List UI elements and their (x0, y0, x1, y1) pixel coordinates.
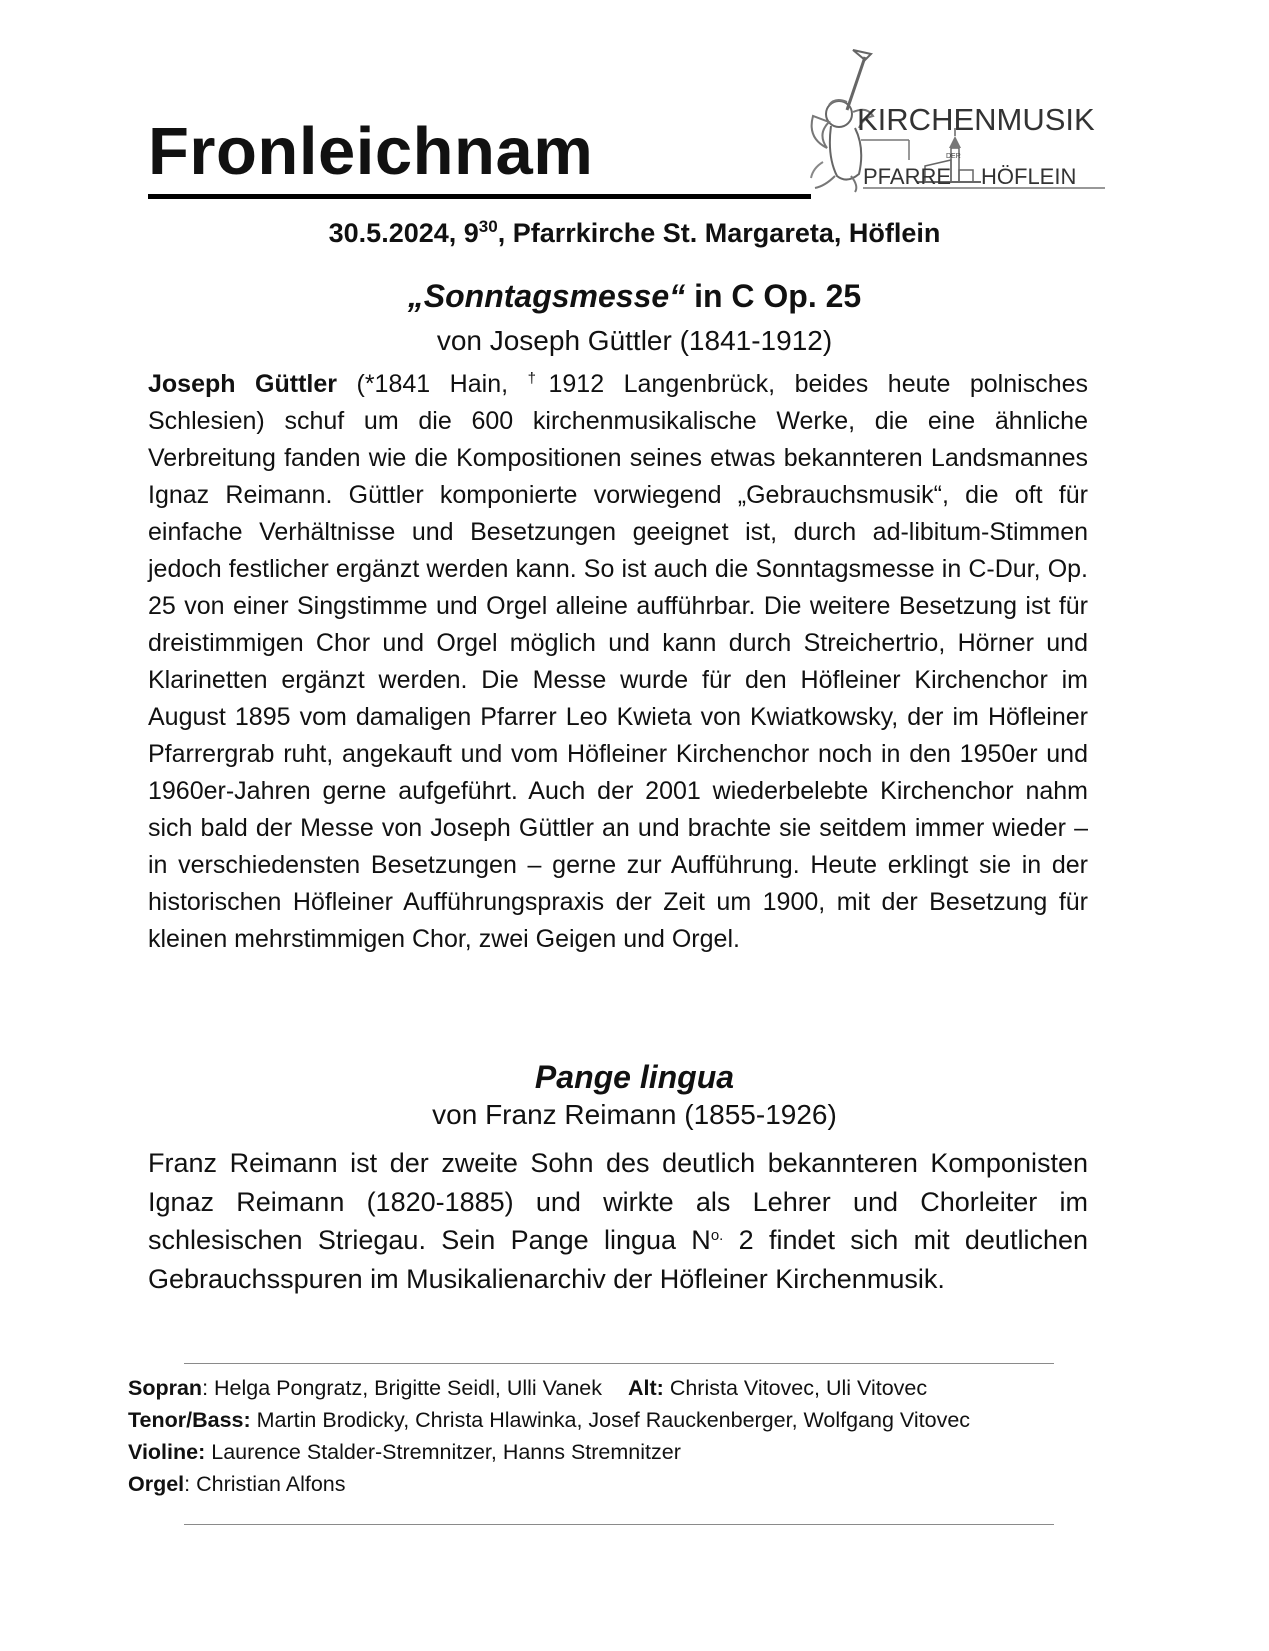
mass-body-a: (*1841 Hain, (336, 370, 528, 398)
credits-row-sopran-alt (128, 1372, 1088, 1404)
section-title-pange-lingua (0, 1058, 1269, 1096)
mass-title-italic: „Sonntagsmesse“ (407, 278, 686, 314)
tenorbass-label: Tenor/Bass: (128, 1408, 251, 1432)
violine-label: Violine: (128, 1440, 206, 1464)
page-title: Fronleichnam (148, 114, 594, 189)
credits-row-violine (128, 1436, 1088, 1468)
performer-credits (128, 1372, 1088, 1500)
event-place: , Pfarrkirche St. Margareta, Höflein (497, 218, 941, 248)
violine-names: Laurence Stalder-Stremnitzer, Hanns Stremnitzer (205, 1440, 681, 1464)
logo-top-text: KIRCHENMUSIK (857, 102, 1095, 137)
mass-body-b: 1912 Langenbrück, beides heute polnisches Schlesien) schuf um die 600 kirchenmusikalische Werke, die eine ähnliche Verbreitung fanden wie die Kompositionen seines etwas bekannteren Landsmannes Ignaz Reimann. Güttler komponierte vorwiegend „Gebrauchsmusik“, die oft für einfache Verhältnisse und Besetzungen geeignet ist, durch ad-libitum-Stimmen jedoch festlicher ergänzt werden kann. So ist auch die Sonntagsmesse in C-Dur, Op. 25 von einer Singstimme und Orgel alleine aufführbar. Die weitere Besetzung ist für dreistimmigen Chor und Orgel möglich und kann durch Streichertrio, Hörner und Klarinetten ergänzt werden. Die Messe wurde für den Höfleiner Kirchenchor im August 1895 vom damaligen Pfarrer Leo Kwieta von Kwiatkowsky, der im Höfleiner Pfarrergrab ruht, angekauft und vom Höfleiner Kirchenchor noch in den 1950er und 1960er-Jahren gerne aufgeführt. Auch der 2001 wiederbelebte Kirchenchor nahm sich bald der Messe von Joseph Güttler an und brachte sie seitdem immer wieder – in verschiedensten Besetzungen – gerne zur Aufführung. Heute erklingt sie in der historischen Höfleiner Aufführungspraxis der Zeit um 1900, mit der Besetzung für kleinen mehrstimmigen Chor, zwei Geigen und Orgel. (148, 370, 1089, 953)
angel-trumpet-church-icon (805, 42, 1115, 212)
kirchenmusik-logo (805, 42, 1115, 212)
alt-names: Christa Vitovec, Uli Vitovec (663, 1376, 928, 1400)
pange-body-b: 2 findet sich mit deutlichen Gebrauchsspuren im Musikalienarchiv der Höfleiner Kirchenmusik. (148, 1225, 1088, 1294)
divider-top (184, 1363, 1054, 1364)
tenorbass-names: Martin Brodicky, Christa Hlawinka, Josef Rauckenberger, Wolfgang Vitovec (250, 1408, 971, 1432)
pange-title: Pange lingua (534, 1059, 735, 1095)
logo-small-text: DER (946, 153, 961, 160)
orgel-label: Orgel (128, 1472, 185, 1496)
credits-row-orgel (128, 1468, 1088, 1500)
sopran-label: Sopran (128, 1376, 203, 1400)
credits-row-tenorbass (128, 1404, 1088, 1436)
section-title-mass (0, 277, 1269, 315)
orgel-names: : Christian Alfons (184, 1472, 346, 1496)
pange-body-a: Franz Reimann ist der zweite Sohn des deutlich bekannteren Komponisten Ignaz Reimann (1820-1885) und wirkte als Lehrer und Chorleiter im schlesischen Striegau. Sein Pange lingua N (148, 1148, 1088, 1255)
divider-bottom (184, 1524, 1054, 1525)
composer-name-bold: Joseph Güttler (148, 370, 337, 398)
logo-bottom-left: PFARRE (863, 164, 952, 189)
mass-title-rest: in C Op. 25 (685, 278, 862, 314)
event-dateline (0, 217, 1269, 249)
alt-label: Alt: (628, 1376, 664, 1400)
pange-description (148, 1144, 1088, 1298)
title-underline (148, 194, 811, 199)
logo-bottom-right: HÖFLEIN (981, 164, 1077, 189)
mass-description (148, 366, 1088, 958)
event-date: 30.5.2024, 9 (328, 218, 479, 248)
pange-composer: von Franz Reimann (1855-1926) (432, 1099, 837, 1130)
number-sup: o. (710, 1227, 724, 1244)
event-time-minutes: 30 (478, 217, 498, 236)
sopran-names: : Helga Pongratz, Brigitte Seidl, Ulli Vanek (202, 1376, 603, 1400)
mass-composer: von Joseph Güttler (1841-1912) (436, 325, 833, 356)
death-cross: † (527, 370, 549, 387)
